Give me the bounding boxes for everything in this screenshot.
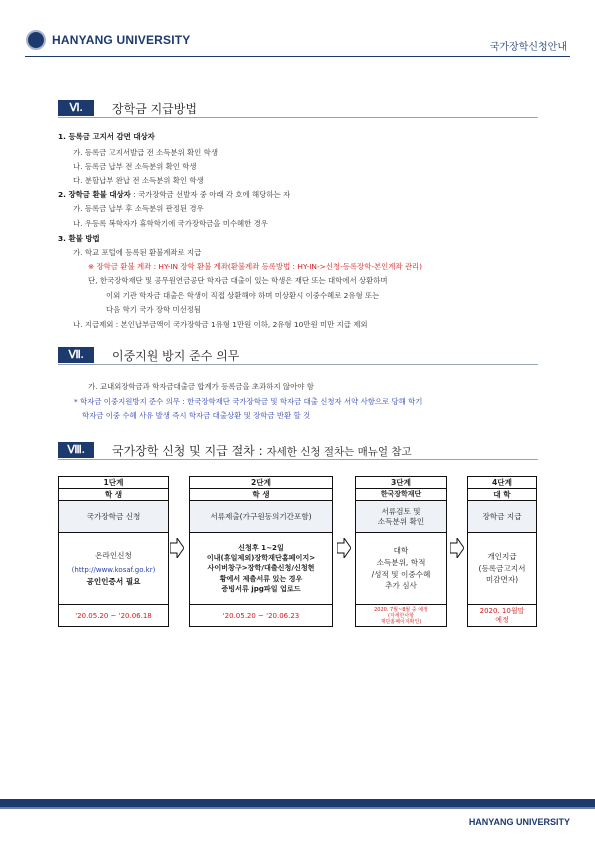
s6-item-1c: 다. 분할납부 완납 전 소득분위 확인 학생 <box>73 176 204 185</box>
footer-band-accent <box>0 807 595 809</box>
footer-university-name: HANYANG UNIVERSITY <box>468 817 570 827</box>
flow-step-4-detail: 개인지급 (등록금고지서 미감면자) <box>468 533 536 605</box>
flow-step-2-task: 서류제출(가구원동의기간포함) <box>190 501 332 533</box>
s7-note-line-1: * 학자금 이중지원방지 준수 의무 : 한국장학재단 국가장학금 및 학자금 대출 신청자 서약 사항으로 당해 학기 <box>74 397 423 406</box>
flow-step-1-task: 국가장학금 신청 <box>59 501 168 533</box>
flow-step-1-stage: 1단계 <box>59 477 168 489</box>
flow-step-1-period: '20.05.20 ~ '20.06.18 <box>75 611 152 620</box>
s7-note-line-2: 학자금 이중 수혜 사유 발생 즉시 학자금 대출상환 및 장학금 반환 할 것 <box>82 411 311 420</box>
flow-step-4-stage: 4단계 <box>468 477 536 489</box>
flow-step-1-detail: 온라인신청 (http://www.kosaf.go.kr) 공인인증서 필요 <box>59 533 168 605</box>
section-8-title: 국가장학 신청 및 지급 절차 : 자세한 신청 절차는 매뉴얼 참고 <box>112 444 412 458</box>
s6-item-3a-detail-3: 다음 학기 국가 장학 미선정됨 <box>106 305 202 314</box>
s6-item-1b: 나. 등록금 납부 전 소득분위 확인 학생 <box>73 162 197 171</box>
flow-step-3-period: 2020. 7월~8월 중 예정 (자세한사항 재단홈페이지확인) <box>374 607 428 625</box>
section-6-number: Ⅵ. <box>58 100 94 116</box>
flow-step-3 <box>355 476 447 627</box>
flow-step-4-period: 2020. 10월말 예정 <box>479 607 525 624</box>
flow-step-3-detail: 대학 소득분위, 학적 /성적 및 이중수혜 추가 심사 <box>356 533 446 605</box>
flow-step-3-actor: 한국장학재단 <box>356 489 446 501</box>
footer-band <box>0 799 595 807</box>
flow-step-4-task: 장학금 지급 <box>468 501 536 533</box>
arrow-right-icon <box>337 538 351 558</box>
s6-item-1a: 가. 등록금 고지서발급 전 소득분위 확인 학생 <box>73 148 218 157</box>
flow-step-1 <box>58 476 169 627</box>
header-divider <box>25 56 570 57</box>
arrow-right-icon <box>170 538 184 558</box>
arrow-right-icon <box>450 538 464 558</box>
flow-step-4 <box>467 476 537 627</box>
section-8-subtitle: 자세한 신청 절차는 매뉴얼 참고 <box>266 446 412 458</box>
flow-step-2-period: '20.05.20 ~ '20.06.23 <box>222 611 300 620</box>
s6-item-3: 3. 환불 방법 <box>58 234 100 243</box>
s6-item-1: 1. 등록금 고지서 감면 대상자 <box>58 132 155 141</box>
flow-step-3-task: 서류검토 및 소득분위 확인 <box>356 501 446 533</box>
flow-step-2-actor: 학 생 <box>190 489 332 501</box>
s6-item-2b: 나. 우등록 복학자가 휴학학기에 국가장학금을 미수혜한 경우 <box>73 219 268 228</box>
s6-item-3a: 가. 학교 포털에 등록된 환불계좌로 지급 <box>73 248 202 257</box>
flow-step-3-stage: 3단계 <box>356 477 446 489</box>
section-6-title: 장학금 지급방법 <box>112 102 197 116</box>
s6-item-2: 2. 장학금 환불 대상자 : 국가장학금 선발자 중 아래 각 호에 해당하는 자 <box>58 190 291 199</box>
s7-item-a: 가. 교내외장학금과 학자금대출금 합계가 등록금을 초과하지 않아야 함 <box>88 382 314 391</box>
flow-step-2-stage: 2단계 <box>190 477 332 489</box>
section-7-title: 이중지원 방지 준수 의무 <box>112 349 240 363</box>
flow-step-1-actor: 학 생 <box>59 489 168 501</box>
header-doc-title: 국가장학신청안내 <box>489 42 567 53</box>
flow-step-2-detail: 신청후 1~2일 이내(휴일제외)장학재단홈페이지> 사이버창구>장학/대출신청/신청현 황에서 제출서류 있는 경우 증빙서류 jpg파일 업로드 <box>190 533 332 605</box>
flow-step-4-actor: 대 학 <box>468 489 536 501</box>
section-8-number: Ⅷ. <box>58 442 94 458</box>
s6-item-3b: 나. 지급제외 : 본인납부금액이 국가장학금 1유형 1만원 이하, 2유형 10만원 미만 지급 제외 <box>73 320 368 329</box>
s6-refund-account-note: ※ 장학금 환불 계좌 : HY-IN 장학 환불 계좌(환불계좌 등록방법 : HY-IN->신청-등록장학-본인계좌 관리) <box>88 262 423 271</box>
flow-step-2 <box>189 476 333 627</box>
s6-item-3a-detail-1: 단, 한국장학재단 및 공무원연금공단 학자금 대출이 있는 학생은 재단 또는 대학에서 상환하며 <box>88 276 388 285</box>
section-7-number: Ⅶ. <box>58 347 94 363</box>
s6-item-2a: 가. 등록금 납부 후 소득분위 판정된 경우 <box>73 204 204 213</box>
s6-item-3a-detail-2: 이외 기관 학자금 대출은 학생이 직접 상환해야 하며 미상환시 이중수혜로 2유형 또는 <box>106 291 380 300</box>
header-university-name: HANYANG UNIVERSITY <box>52 33 191 47</box>
university-logo-icon <box>26 30 46 50</box>
